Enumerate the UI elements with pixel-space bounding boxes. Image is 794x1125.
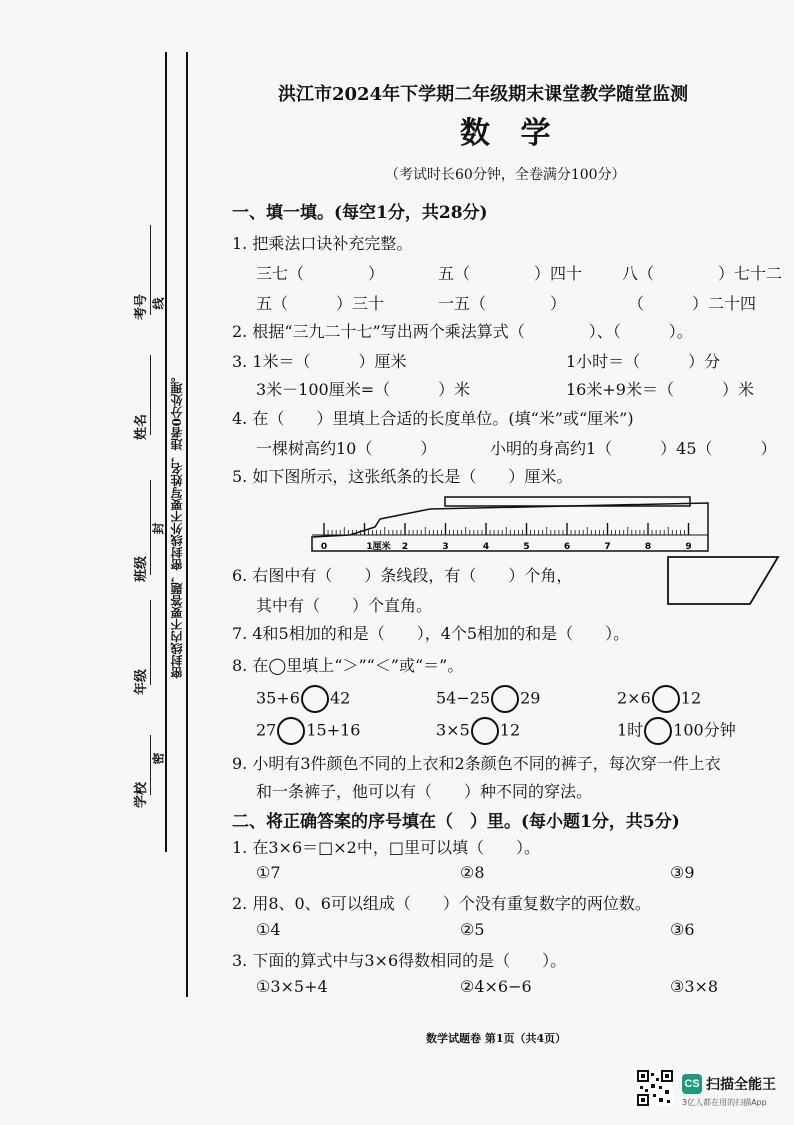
compare-left: 27 xyxy=(256,720,277,740)
ruler-label: 8 xyxy=(644,542,652,552)
compare-item xyxy=(436,717,520,745)
label-number: 考号 xyxy=(134,293,149,320)
s1-q1-r2a: 五（ ）三十 xyxy=(256,294,385,313)
school-underline xyxy=(150,735,151,795)
s1-q1-r2b: 一五（ ） xyxy=(438,294,567,313)
compare-circle[interactable] xyxy=(277,717,305,745)
compare-circle[interactable] xyxy=(644,717,672,745)
q6-shape-figure xyxy=(665,553,785,608)
scanner-logo-icon: CS xyxy=(682,1074,702,1094)
s2-q3-opt3: ③3×8 xyxy=(670,977,719,996)
ruler-label: 9 xyxy=(685,542,692,552)
ruler-label: 4 xyxy=(482,542,490,552)
compare-item xyxy=(436,685,540,713)
s2-q2-text: 2. 用8、0、6可以组成（ ）个没有重复数字的两位数。 xyxy=(232,894,651,913)
subject-title: 数 学 xyxy=(460,116,561,151)
exam-info: （考试时长60分钟，全卷满分100分） xyxy=(385,167,626,183)
ruler-label: 0 xyxy=(320,542,328,552)
compare-circle[interactable] xyxy=(491,685,519,713)
label-name: 姓名 xyxy=(134,413,149,440)
compare-right: 100分钟 xyxy=(673,720,736,740)
s1-q3-b: 1小时＝（ ）分 xyxy=(566,352,721,371)
xian-char: 线 xyxy=(151,297,166,310)
s1-q6-a: 6. 右图中有（ ）条线段，有（ ）个角， xyxy=(232,566,573,585)
compare-item xyxy=(256,685,350,713)
compare-right: 42 xyxy=(329,688,351,708)
feng-char: 封 xyxy=(151,522,166,535)
page-footer: 数学试题卷 第1页（共4页） xyxy=(426,1032,567,1045)
compare-left: 1时 xyxy=(617,720,644,740)
compare-item xyxy=(617,685,701,713)
scanner-brand-sub: 3亿人都在用的扫描App xyxy=(682,1098,767,1107)
binding-warning: 密封线内不要答题，密封线外不要写姓名，违者0分处理。 xyxy=(170,370,184,679)
s2-q1-opt2: ②8 xyxy=(460,863,485,882)
s1-q4-text: 4. 在（ ）里填上合适的长度单位。(填“米”或“厘米”) xyxy=(232,409,634,428)
s1-q9-a: 9. 小明有3件颜色不同的上衣和2条颜色不同的裤子，每次穿一件上衣 xyxy=(232,754,721,773)
s1-q3-a: 3. 1米＝（ ）厘米 xyxy=(232,352,407,371)
exam-title: 洪江市2024年下学期二年级期末课堂教学随堂监测 xyxy=(278,84,689,105)
compare-circle[interactable] xyxy=(471,717,499,745)
binding-line-inner xyxy=(186,52,188,997)
s1-q1-r1b: 五（ ）四十 xyxy=(438,264,583,283)
compare-item xyxy=(256,717,360,745)
ruler-figure xyxy=(310,495,715,555)
s1-q1-text: 1. 把乘法口诀补充完整。 xyxy=(232,234,413,253)
s1-q3-c: 3米－100厘米=（ ）米 xyxy=(256,380,471,399)
compare-left: 54−25 xyxy=(436,688,491,708)
mi-char: 密 xyxy=(151,752,166,765)
s1-q4-b: 小明的身高约1（ ）45（ ） xyxy=(490,439,777,458)
compare-left: 35+6 xyxy=(256,688,300,708)
s1-q5: 5. 如下图所示，这张纸条的长是（ ）厘米。 xyxy=(232,467,573,486)
compare-left: 2×6 xyxy=(617,688,651,708)
ruler-label: 7 xyxy=(604,542,611,552)
compare-right: 29 xyxy=(520,688,541,708)
s1-q6-b: 其中有（ ）个直角。 xyxy=(256,596,433,615)
ruler-label: 3 xyxy=(442,542,449,552)
s2-q1-opt3: ③9 xyxy=(670,863,695,882)
label-class: 班级 xyxy=(134,555,149,582)
s2-q2-opt2: ②5 xyxy=(460,920,485,939)
s1-q4-a: 一棵树高约10（ ） xyxy=(256,439,437,458)
s1-q8-text: 8. 在◯里填上“＞”“＜”或“＝”。 xyxy=(232,656,464,675)
ruler-label: 2 xyxy=(401,542,409,552)
compare-item xyxy=(617,717,736,745)
compare-left: 3×5 xyxy=(436,720,470,740)
s2-q2-opt3: ③6 xyxy=(670,920,695,939)
s1-q2: 2. 根据“三九二十七”写出两个乘法算式（ ）、（ ）。 xyxy=(232,322,693,341)
s1-q1-r1c: 八（ ）七十二 xyxy=(622,264,783,283)
s2-q3-opt2: ②4×6−6 xyxy=(460,977,532,996)
compare-circle[interactable] xyxy=(301,685,329,713)
s1-q1-r2c: （ ）二十四 xyxy=(628,294,757,313)
ruler-label: 5 xyxy=(523,542,530,552)
compare-right: 15+16 xyxy=(306,720,361,740)
section2-heading: 二、将正确答案的序号填在（ ）里。(每小题1分，共5分) xyxy=(232,812,680,832)
scanner-brand: 扫描全能王 xyxy=(706,1077,776,1093)
s2-q1-opt1: ①7 xyxy=(256,863,281,882)
s1-q9-b: 和一条裤子，他可以有（ ）种不同的穿法。 xyxy=(256,782,593,801)
s1-q7: 7. 4和5相加的和是（ ），4个5相加的和是（ ）。 xyxy=(232,624,630,643)
s2-q3-opt1: ①3×5+4 xyxy=(256,977,328,996)
compare-circle[interactable] xyxy=(652,685,680,713)
s2-q2-opt1: ①4 xyxy=(256,920,281,939)
compare-right: 12 xyxy=(499,720,521,740)
name-underline xyxy=(150,355,151,435)
s2-q3-text: 3. 下面的算式中与3×6得数相同的是（ ）。 xyxy=(232,951,567,970)
label-grade: 年级 xyxy=(134,668,149,695)
ruler-label: 1厘米 xyxy=(366,542,391,552)
binding-line-outer xyxy=(165,52,167,852)
compare-right: 12 xyxy=(680,688,702,708)
ruler-label: 6 xyxy=(563,542,571,552)
s1-q1-r1a: 三七（ ） xyxy=(256,264,385,283)
grade-underline xyxy=(150,600,151,685)
s1-q3-d: 16米+9米＝（ ）米 xyxy=(566,380,754,399)
s2-q1-text: 1. 在3×6＝□×2中，□里可以填（ ）。 xyxy=(232,838,540,857)
label-school: 学校 xyxy=(134,781,149,808)
section1-heading: 一、填一填。(每空1分，共28分) xyxy=(232,203,488,223)
qr-code-icon xyxy=(637,1070,673,1106)
